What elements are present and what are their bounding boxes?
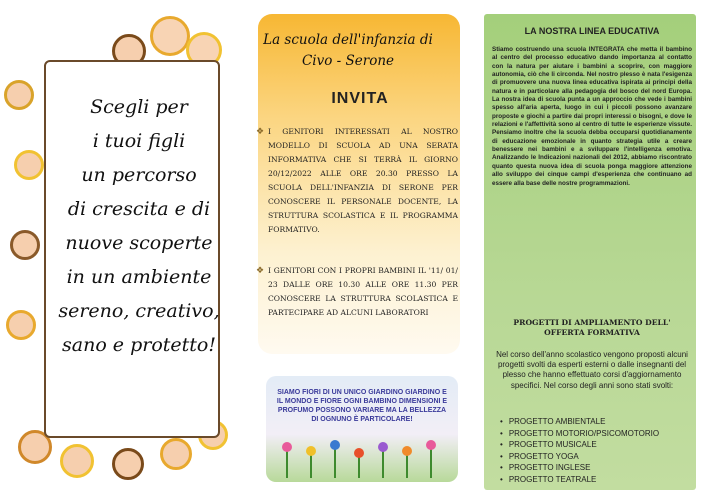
kid-illustration-left1: [4, 80, 34, 110]
projects-heading: PROGETTI DI AMPLIAMENTO DELL' OFFERTA FORMATIVA: [513, 318, 671, 337]
kid-illustration-top: [150, 16, 190, 56]
invita-heading: INVITA: [331, 90, 389, 107]
kid-illustration-bottom2: [60, 444, 94, 478]
slogan: [54, 90, 224, 362]
school-title: [248, 30, 448, 72]
left-panel: [0, 0, 240, 502]
kid-illustration-left4: [6, 310, 36, 340]
project-item: • PROGETTO YOGA: [500, 451, 690, 463]
invitation-item-text: I GENITORI CON I PROPRI BAMBINI IL '11/ 01/ 23 DALLE ORE 10.30 ALLE ORE 11.30 PER CONOSCERE LA STRUTTURA SCOLASTICA E PARTECIPARE AD ALCUNI LABORATORI: [268, 266, 458, 317]
right-panel: [480, 0, 720, 502]
school-title-line1: La scuola dell'infanzia di: [263, 32, 433, 48]
slogan-line: Scegli per: [90, 96, 188, 118]
slogan-line: sereno, creativo,: [58, 300, 220, 322]
slogan-line: nuove scoperte: [65, 232, 213, 254]
slogan-line: di crescita e di: [67, 198, 211, 220]
education-heading: LA NOSTRA LINEA EDUCATIVA: [524, 26, 660, 36]
project-item: • PROGETTO MUSICALE: [500, 439, 690, 451]
invitation-item-text: I GENITORI INTERESSATI AL NOSTRO MODELLO DI SCUOLA AD UNA SERATA INFORMATIVA CHE SI TERRÀ IL GIORNO 20/12/2022 ALLE ORE 20.30 PRESSO LA SCUOLA DELL'INFANZIA DI SERONE PER CONOSCERE IL PERSONALE DOCENTE, LA STRUTTURA SCOLASTICA E IL PROGRAMMA FORMATIVO.: [268, 127, 458, 234]
kid-illustration-left3: [10, 230, 40, 260]
project-item: • PROGETTO AMBIENTALE: [500, 416, 690, 428]
slogan-line: un percorso: [81, 164, 197, 186]
invitation-item-open-day: [256, 264, 458, 320]
kid-illustration-left2: [14, 150, 44, 180]
children-mural-photo: [266, 376, 458, 482]
school-title-line2: Civo - Serone: [301, 53, 395, 69]
invitation-item-evening: [256, 125, 458, 237]
slogan-line: in un ambiente: [66, 266, 212, 288]
diamond-bullet-icon: ❖: [256, 127, 265, 137]
education-paragraph: Stiamo costruendo una scuola INTEGRATA che metta il bambino al centro del processo educativo dando importanza al contatto con la natura per aiutare i bambini a scoprire, con maggiore autonomia, ciò che li circonda. Nel nostro plesso è nata l'esigenza di promuovere una nuova linea educativa ispirata ai principi della natura e in particolare alla pedagogia del bosco del nord Europa. La nostra idea di scuola punta a un approccio che vede i bambini spesso all'aria aperta, luogo in cui i piccoli possono avanzare proposte e giochi a partire dai propri interessi o bisogni, e dove le relazioni e l'affettività sono al centro di tutte le esperienze vissute. Pensiamo inoltre che la scuola debba occuparsi quotidianamente di educazione emozionale in quanto strategia utile a creare benessere nei bambini e a sviluppare l'intelligenza emotiva. Analizzando le Indicazioni nazionali del 2012, abbiamo riscontrato quanto questa nuova idea di scuola ponga maggiore attenzione allo sviluppo dei cinque campi d'esperienza che continuano ad essere alla base delle nostre programmazioni.: [492, 46, 692, 187]
slogan-line: i tuoi figli: [92, 130, 186, 152]
slogan-line: sano e protetto!: [62, 334, 216, 356]
diamond-bullet-icon: ❖: [256, 266, 265, 276]
projects-intro: Nel corso dell'anno scolastico vengono proposti alcuni progetti svolti da esperti esterni o dalle insegnanti del plesso che hanno effettuato corsi d'aggiornamento specifici. Nel corso degli anni sono stati svolti:: [496, 350, 688, 390]
project-item: • PROGETTO TEATRALE: [500, 474, 690, 486]
kid-illustration-bottom4: [160, 438, 192, 470]
project-item: • PROGETTO MOTORIO/PSICOMOTORIO: [500, 428, 690, 440]
mural-caption: SIAMO FIORI DI UN UNICO GIARDINO GIARDINO E IL MONDO E FIORE OGNI BAMBINO DIMENSIONI E PROFUMO POSSONO VARIARE MA LA BELLEZZA DI OGNUNO È PARTICOLARE!: [276, 389, 448, 423]
middle-panel: [240, 0, 480, 502]
projects-list: [500, 416, 690, 485]
project-item: • PROGETTO INGLESE: [500, 462, 690, 474]
kid-illustration-bottom3: [112, 448, 144, 480]
